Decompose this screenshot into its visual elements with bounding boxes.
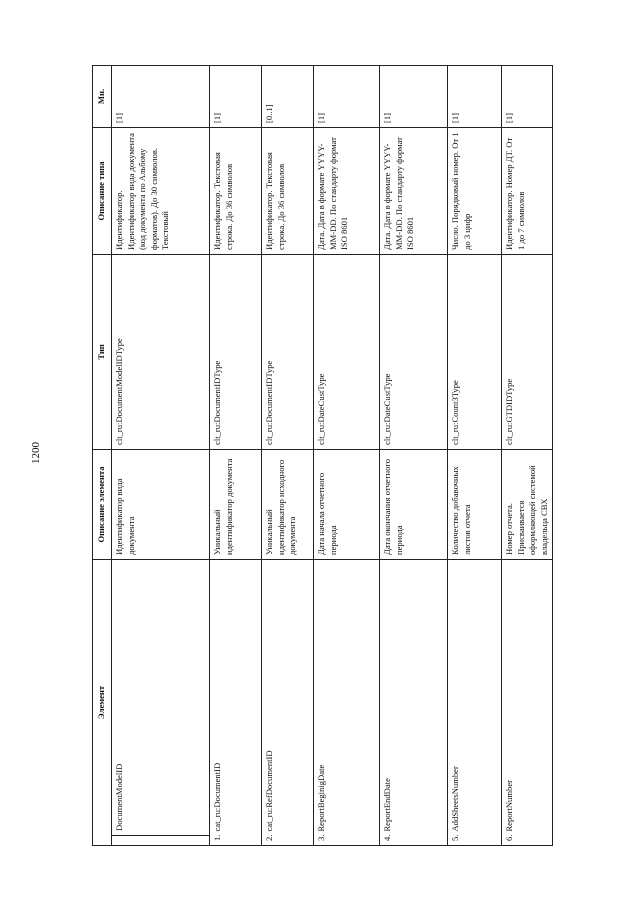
type-name: clt_ru:DateCustType — [314, 254, 380, 449]
element-description: Уникальный идентификатор документа — [210, 449, 262, 559]
row-number — [112, 836, 210, 846]
element-name: ReportEndDate — [382, 778, 392, 832]
element-cell — [448, 559, 502, 845]
table-row — [262, 65, 314, 845]
type-name: clt_ru:Count3Type — [448, 254, 502, 449]
multiplicity: [1] — [112, 65, 210, 127]
element-cell — [502, 559, 553, 845]
type-description: Идентификатор. Текстовая строка. До 36 символов — [210, 127, 262, 254]
type-name: clt_ru:DocumentModelIDType — [112, 254, 210, 449]
type-name: clt_ru:GTDIDType — [502, 254, 553, 449]
table-row — [210, 65, 262, 845]
table-row — [448, 65, 502, 845]
header-type: Тип — [93, 254, 112, 449]
element-name: AddSheetsNumber — [450, 766, 460, 832]
element-cell — [262, 559, 314, 845]
element-description: Идентификатор вида документа — [112, 449, 210, 559]
element-cell — [380, 559, 448, 845]
element-name: cat_ru:RefDocumentID — [264, 750, 274, 832]
element-description: Номер отчета. Присваивается оформляющей системой владельца СВХ — [502, 449, 553, 559]
element-description: Дата начала отчетного периода — [314, 449, 380, 559]
element-name: ReportNumber — [504, 779, 514, 832]
multiplicity: [1] — [502, 65, 553, 127]
table-row — [502, 65, 553, 845]
type-name: clt_ru:DocumentIDType — [210, 254, 262, 449]
type-description: Число. Порядковый номер. От 1 до 3 цифр — [448, 127, 502, 254]
type-name: clt_ru:DateCustType — [380, 254, 448, 449]
element-cell — [210, 559, 262, 845]
multiplicity: [1] — [314, 65, 380, 127]
element-description: Количество добавочных листов отчета — [448, 449, 502, 559]
multiplicity: [1] — [210, 65, 262, 127]
header-multiplicity: Мн. — [93, 65, 112, 127]
header-element-description: Описание элемента — [93, 449, 112, 559]
element-spec-table — [92, 65, 553, 846]
element-name: cat_ru:DocumentID — [212, 762, 222, 832]
element-description: Дата окончания отчетного периода — [380, 449, 448, 559]
row-number: 6. — [504, 834, 514, 841]
row-number: 1. — [212, 834, 222, 841]
element-name: ReportBeginigDate — [316, 764, 326, 832]
multiplicity: [1] — [380, 65, 448, 127]
row-number: 2. — [264, 834, 274, 841]
type-description: Идентификатор. Номер ДТ. От 1 до 7 символов — [502, 127, 553, 254]
element-description: Уникальный идентификатор исходного документа — [262, 449, 314, 559]
header-element: Элемент — [93, 559, 112, 845]
row-number: 4. — [382, 834, 392, 841]
multiplicity: [0..1] — [262, 65, 314, 127]
row-number: 3. — [316, 834, 326, 841]
table-row — [112, 65, 210, 845]
header-type-description: Описание типа — [93, 127, 112, 254]
element-name: DocumentModelID — [112, 559, 210, 835]
rotated-table-container — [92, 66, 549, 846]
table-header-row — [93, 65, 112, 845]
row-number: 5. — [450, 834, 460, 841]
type-description: Идентификатор. Текстовая строка. До 36 символов — [262, 127, 314, 254]
element-cell — [314, 559, 380, 845]
type-description: Дата. Дата в формате YYYY-MM-DD. По стандарту формат ISO 8601 — [380, 127, 448, 254]
table-row — [380, 65, 448, 845]
table-row — [314, 65, 380, 845]
type-name: clt_ru:DocumentIDType — [262, 254, 314, 449]
page-number: 1200 — [30, 442, 42, 464]
multiplicity: [1] — [448, 65, 502, 127]
type-description: Идентификатор. Идентификатор вида документа (код документа по Альбому форматов). До 30 символов. Текстовый — [112, 127, 210, 254]
type-description: Дата. Дата в формате YYYY-MM-DD. По стандарту формат ISO 8601 — [314, 127, 380, 254]
